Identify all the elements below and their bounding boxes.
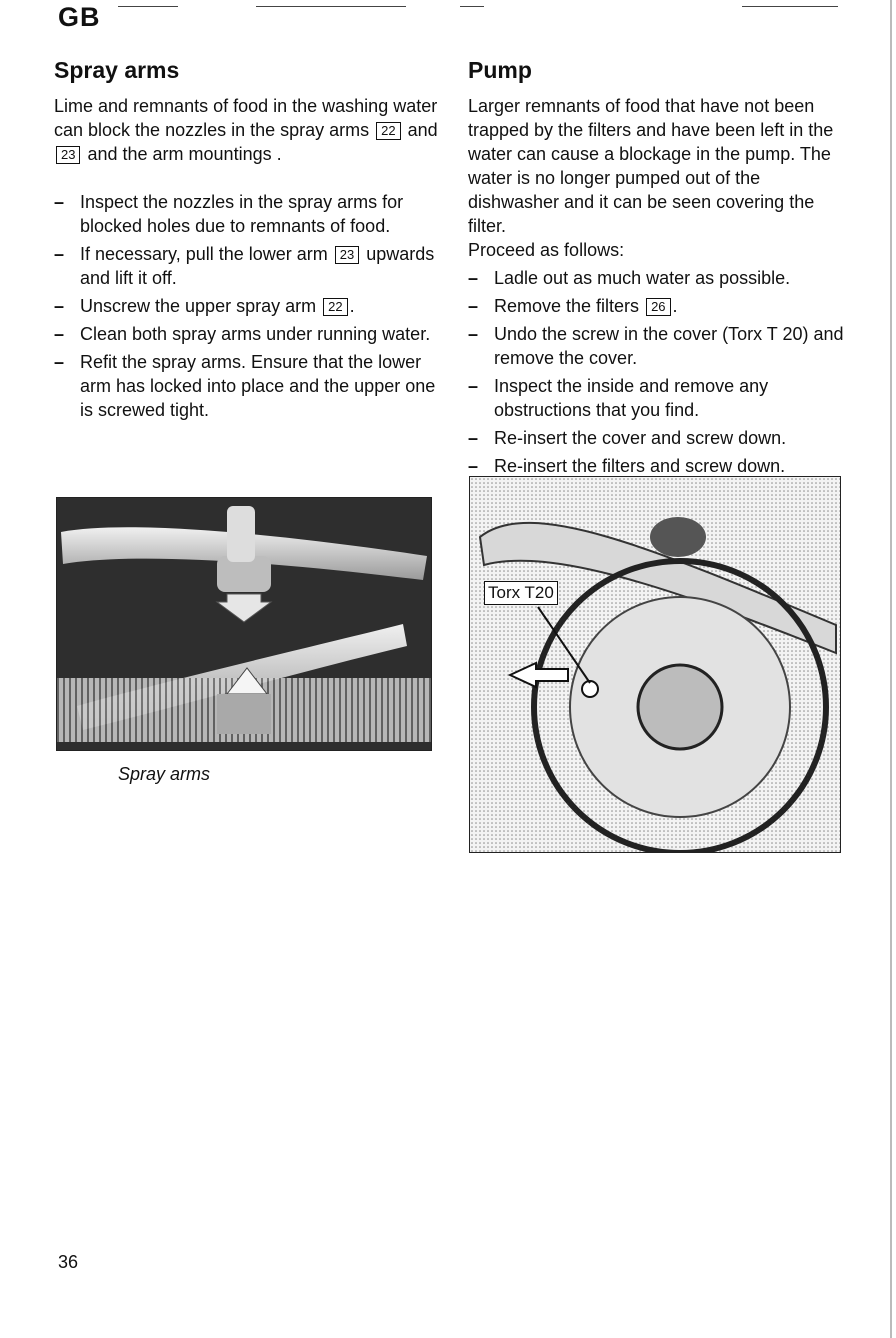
- header-rule: [460, 6, 484, 7]
- pump-steps: [468, 266, 846, 478]
- part-reference: 26: [646, 298, 670, 316]
- step-text: Ladle out as much water as possible.: [494, 268, 791, 288]
- step-text: Re-insert the cover and screw down.: [494, 428, 787, 448]
- section-title-spray-arms: Spray arms: [54, 57, 180, 83]
- step-item: [54, 242, 439, 290]
- language-tag: GB: [58, 2, 101, 32]
- arm-nozzle-shape: [650, 517, 706, 557]
- lower-hub-shape: [217, 694, 271, 734]
- torx-label: Torx T20: [484, 581, 558, 605]
- step-item: [468, 294, 846, 318]
- step-text: Refit the spray arms. Ensure that the lower arm has locked into place and the upper one is screwed tight.: [80, 352, 436, 420]
- dash-bullet: –: [468, 428, 479, 448]
- part-reference: 22: [323, 298, 347, 316]
- dash-bullet: –: [54, 192, 65, 212]
- pump-illustration: [470, 477, 840, 852]
- dash-bullet: –: [468, 324, 479, 344]
- step-text: .: [672, 296, 678, 316]
- pump-photo: [469, 476, 841, 853]
- step-text: Unscrew the upper spray arm: [80, 296, 317, 316]
- header-rule: [742, 6, 838, 7]
- intro-text: Lime and remnants of food in the washing water can block the nozzles in the spray arms: [54, 96, 438, 140]
- dash-bullet: –: [468, 268, 479, 288]
- step-text: .: [349, 296, 355, 316]
- header-rule: [118, 6, 178, 7]
- dash-bullet: –: [468, 376, 479, 396]
- pump-impeller-shape: [638, 665, 722, 749]
- step-text: upwards and lift it off.: [80, 244, 435, 288]
- pump-intro: Larger remnants of food that have not been trapped by the filters and have been left in the water can cause a blockage in the pump. The water is no longer pumped out of the dishwasher and it can be seen covering the filter.: [468, 96, 834, 236]
- spray-arms-photo: [56, 497, 432, 751]
- page-number: 36: [58, 1252, 79, 1272]
- intro-text: and the arm mountings .: [87, 144, 282, 164]
- dash-bullet: –: [468, 296, 479, 316]
- arm-mount-shape: [227, 506, 255, 562]
- pump-section: [468, 54, 846, 482]
- torx-screw-shape: [582, 681, 598, 697]
- pump-proceed: Proceed as follows:: [468, 240, 625, 260]
- step-text: Clean both spray arms under running water.: [80, 324, 431, 344]
- part-reference: 23: [335, 246, 359, 264]
- dash-bullet: –: [468, 456, 479, 476]
- step-text: Undo the screw in the cover (Torx T 20) and remove the cover.: [494, 324, 844, 368]
- step-item: [54, 294, 439, 318]
- step-text: Inspect the inside and remove any obstructions that you find.: [494, 376, 769, 420]
- section-title-pump: Pump: [468, 57, 532, 83]
- step-item: [54, 350, 439, 422]
- step-item: [468, 426, 846, 450]
- figure-caption: Spray arms: [118, 764, 211, 784]
- dash-bullet: –: [54, 296, 65, 316]
- step-item: [468, 266, 846, 290]
- spray-arms-intro: [54, 94, 439, 166]
- spray-arms-section: [54, 54, 439, 426]
- step-item: [468, 374, 846, 422]
- scan-edge: [890, 0, 892, 1338]
- step-text: Inspect the nozzles in the spray arms for blocked holes due to remnants of food.: [80, 192, 404, 236]
- header-rule: [256, 6, 406, 7]
- spray-arms-steps: [54, 190, 439, 422]
- dash-bullet: –: [54, 244, 65, 264]
- intro-text: and: [407, 120, 438, 140]
- step-item: [468, 454, 846, 478]
- step-text: Re-insert the filters and screw down.: [494, 456, 786, 476]
- dash-bullet: –: [54, 324, 65, 344]
- step-text: If necessary, pull the lower arm: [80, 244, 328, 264]
- part-reference: 22: [376, 122, 400, 140]
- step-text: Remove the filters: [494, 296, 640, 316]
- spray-arms-illustration: [57, 498, 431, 750]
- step-item: [54, 322, 439, 346]
- part-reference: 23: [56, 146, 80, 164]
- dash-bullet: –: [54, 352, 65, 372]
- step-item: [468, 322, 846, 370]
- step-item: [54, 190, 439, 238]
